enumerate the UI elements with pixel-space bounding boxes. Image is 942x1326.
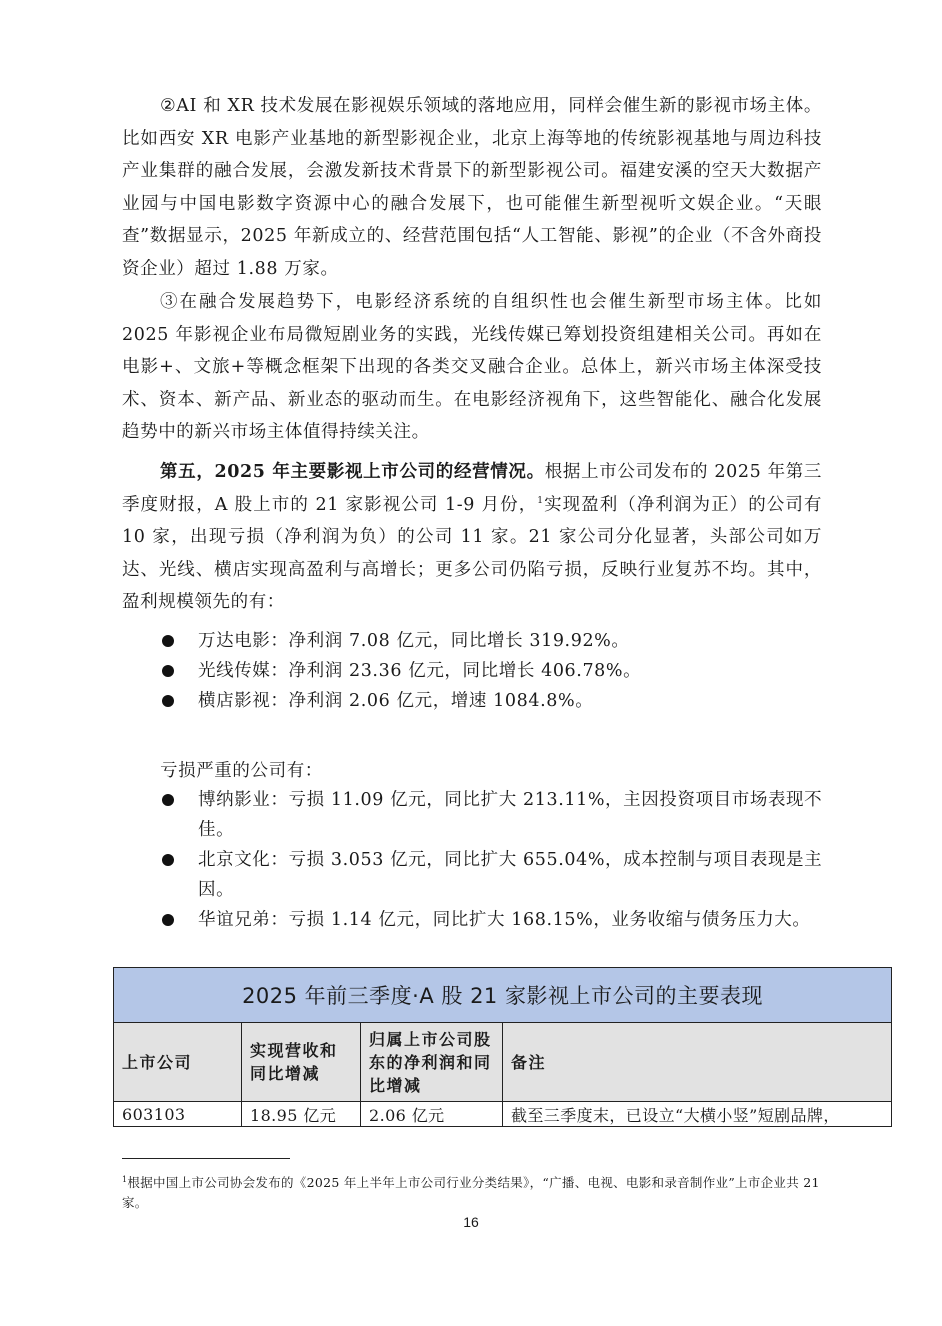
table-title: 2025 年前三季度·A 股 21 家影视上市公司的主要表现 (114, 968, 892, 1023)
paragraph-listed-companies (122, 456, 822, 619)
footnote-marker: 1 (122, 1175, 128, 1184)
paragraph-text-b: 实现盈利（净利润为正）的公司有 10 家，出现亏损（净利润为负）的公司 11 家。21 家公司分化显著，头部公司如万达、光线、横店实现高盈利与高增长；更多公司仍陷亏损，反映行业复苏不均。其中，盈利规模领先的有： (122, 494, 823, 613)
list-item (160, 626, 825, 656)
paragraph-fusion: ③在融合发展趋势下，电影经济系统的自组织性也会催生新型市场主体。比如 2025 年影视企业布局微短剧业务的实践，光线传媒已筹划投资组建相关公司。再如在电影+、文旅+等概念框架下出现的各类交叉融合企业。总体上，新兴市场主体深受技术、资本、新产品、新业态的驱动而生。在电影经济视角下，这些智能化、融合化发展趋势中的新兴市场主体值得持续关注。 (122, 292, 822, 443)
list-item (160, 905, 825, 935)
bullet-icon (162, 854, 174, 866)
bullet-icon (162, 695, 174, 707)
column-header-revenue: 实现营收和同比增减 (242, 1023, 361, 1102)
loss-heading: 亏损严重的公司有： (160, 761, 323, 781)
list-item-text: 博纳影业：亏损 11.09 亿元，同比扩大 213.11%，主因投资项目市场表现不佳。 (198, 790, 823, 840)
footnote (122, 1170, 822, 1213)
table-cell: 截至三季度末，已设立“大横小竖”短剧品牌， (503, 1102, 892, 1127)
list-item-text: 横店影视：净利润 2.06 亿元，增速 1084.8%。 (198, 691, 594, 711)
column-header-company: 上市公司 (114, 1023, 242, 1102)
table-header-row (114, 1023, 892, 1102)
listed-companies-table (113, 967, 892, 1127)
footnote-divider (122, 1158, 290, 1159)
table-row (114, 1102, 892, 1127)
table-cell: 18.95 亿元 (242, 1102, 361, 1127)
column-header-notes: 备注 (503, 1023, 892, 1102)
page-number: 16 (463, 1214, 479, 1230)
bullet-icon (162, 635, 174, 647)
table-cell: 603103 (114, 1102, 242, 1127)
footnote-text: 根据中国上市公司协会发布的《2025 年上半年上市公司行业分类结果》，“广播、电视、电影和录音制作业”上市企业共 21 家。 (122, 1175, 820, 1211)
profit-list (160, 626, 825, 716)
bullet-icon (162, 665, 174, 677)
table-cell: 2.06 亿元 (361, 1102, 503, 1127)
list-item-text: 北京文化：亏损 3.053 亿元，同比扩大 655.04%，成本控制与项目表现是主因。 (198, 850, 823, 900)
column-header-net-profit: 归属上市公司股东的净利润和同比增减 (361, 1023, 503, 1102)
list-item-text: 华谊兄弟：亏损 1.14 亿元，同比扩大 168.15%，业务收缩与债务压力大。 (198, 910, 811, 930)
bullet-icon (162, 794, 174, 806)
list-item (160, 845, 825, 905)
paragraph-text-a: 根据上市公司发布的 2025 年第三季度财报，A 股上市的 21 家影视公司 1-9 月份， (122, 462, 822, 515)
paragraph-ai-xr: ②AI 和 XR 技术发展在影视娱乐领域的落地应用，同样会催生新的影视市场主体。比如西安 XR 电影产业基地的新型影视企业，北京上海等地的传统影视基地与周边科技产业集群的融合发展，会激发新技术背景下的新型影视公司。福建安溪的空天大数据产业园与中国电影数字资源中心的融合发展下，也可能催生新型视听文娱企业。“天眼查”数据显示，2025 年新成立的、经营范围包括“人工智能、影视”的企业（不含外商投资企业）超过 1.88 万家。 (122, 96, 822, 279)
section-heading-fifth: 第五，2025 年主要影视上市公司的经营情况。 (160, 462, 545, 482)
list-item-text: 万达电影：净利润 7.08 亿元，同比增长 319.92%。 (198, 631, 630, 651)
bullet-icon (162, 914, 174, 926)
list-item (160, 656, 825, 686)
loss-list (160, 785, 825, 935)
list-item (160, 686, 825, 716)
footnote-ref[interactable]: 1 (537, 495, 544, 506)
list-item-text: 光线传媒：净利润 23.36 亿元，同比增长 406.78%。 (198, 661, 642, 681)
list-item (160, 785, 825, 845)
